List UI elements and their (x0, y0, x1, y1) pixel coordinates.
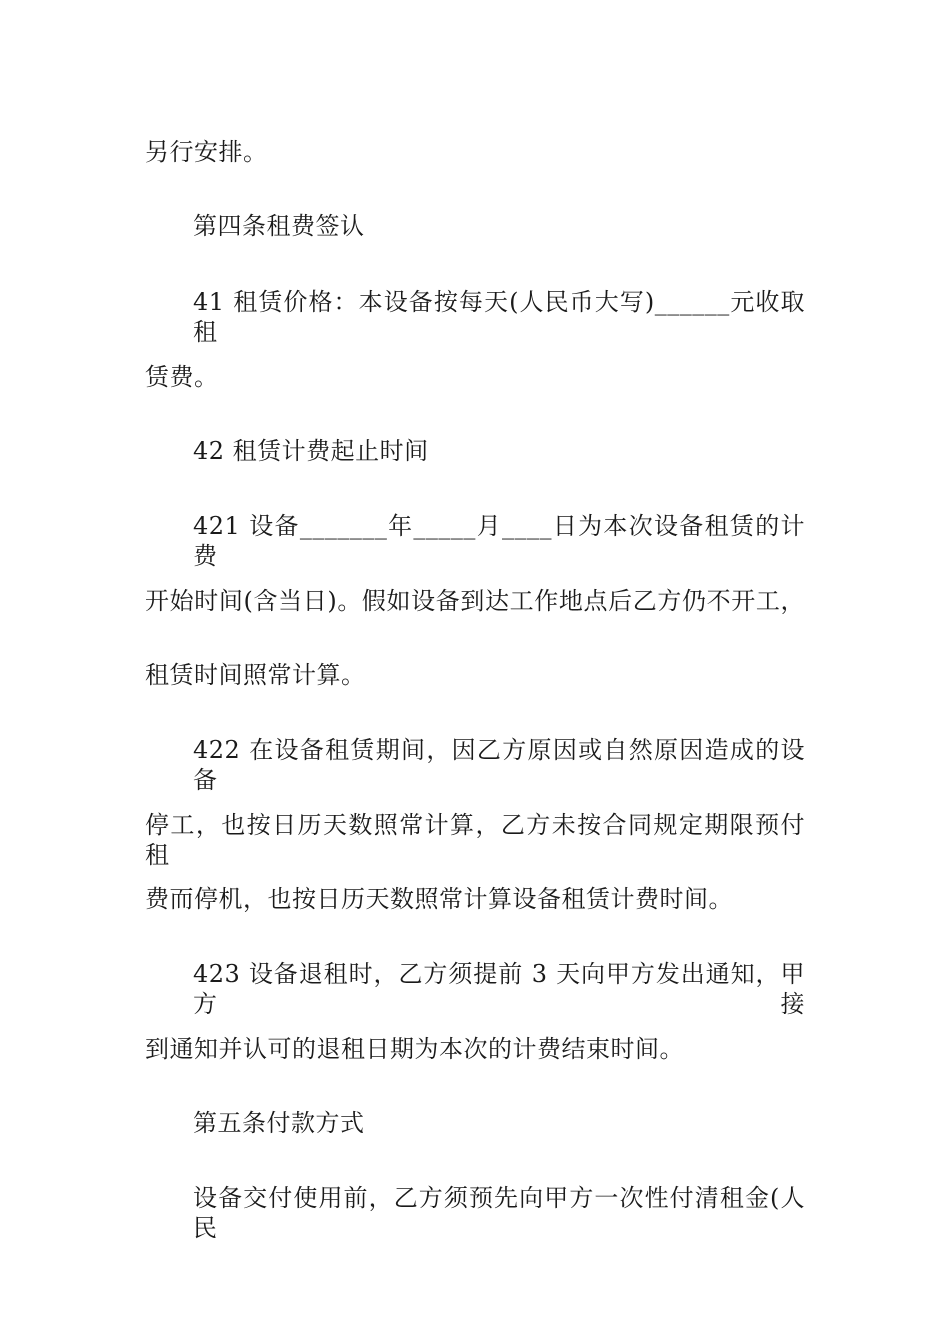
text-line: 41 租赁价格：本设备按每天(人民币大写)______元收取租 (193, 288, 805, 346)
text-line: 到通知并认可的退租日期为本次的计费结束时间。 (145, 1035, 684, 1063)
subsection-heading: 42 租赁计费起止时间 (193, 437, 429, 465)
text-line: 停工，也按日历天数照常计算，乙方未按合同规定期限预付租 (145, 811, 805, 869)
text-line: 423 设备退租时，乙方须提前 3 天向甲方发出通知，甲方接 (193, 960, 805, 1018)
text-line: 费而停机，也按日历天数照常计算设备租赁计费时间。 (145, 885, 733, 913)
text-line: 421 设备_______年_____月____日为本次设备租赁的计费 (193, 512, 805, 570)
section-heading: 第五条付款方式 (193, 1109, 365, 1137)
text-line: 租赁时间照常计算。 (145, 661, 366, 689)
text-line: 开始时间(含当日)。假如设备到达工作地点后乙方仍不开工， (145, 587, 805, 615)
text-line: 另行安排。 (145, 138, 268, 166)
text-line: 设备交付使用前，乙方须预先向甲方一次性付清租金(人民 (193, 1184, 805, 1242)
section-heading: 第四条租费签认 (193, 212, 365, 240)
text-line: 赁费。 (145, 363, 219, 391)
text-line: 422 在设备租赁期间，因乙方原因或自然原因造成的设备 (193, 736, 805, 794)
